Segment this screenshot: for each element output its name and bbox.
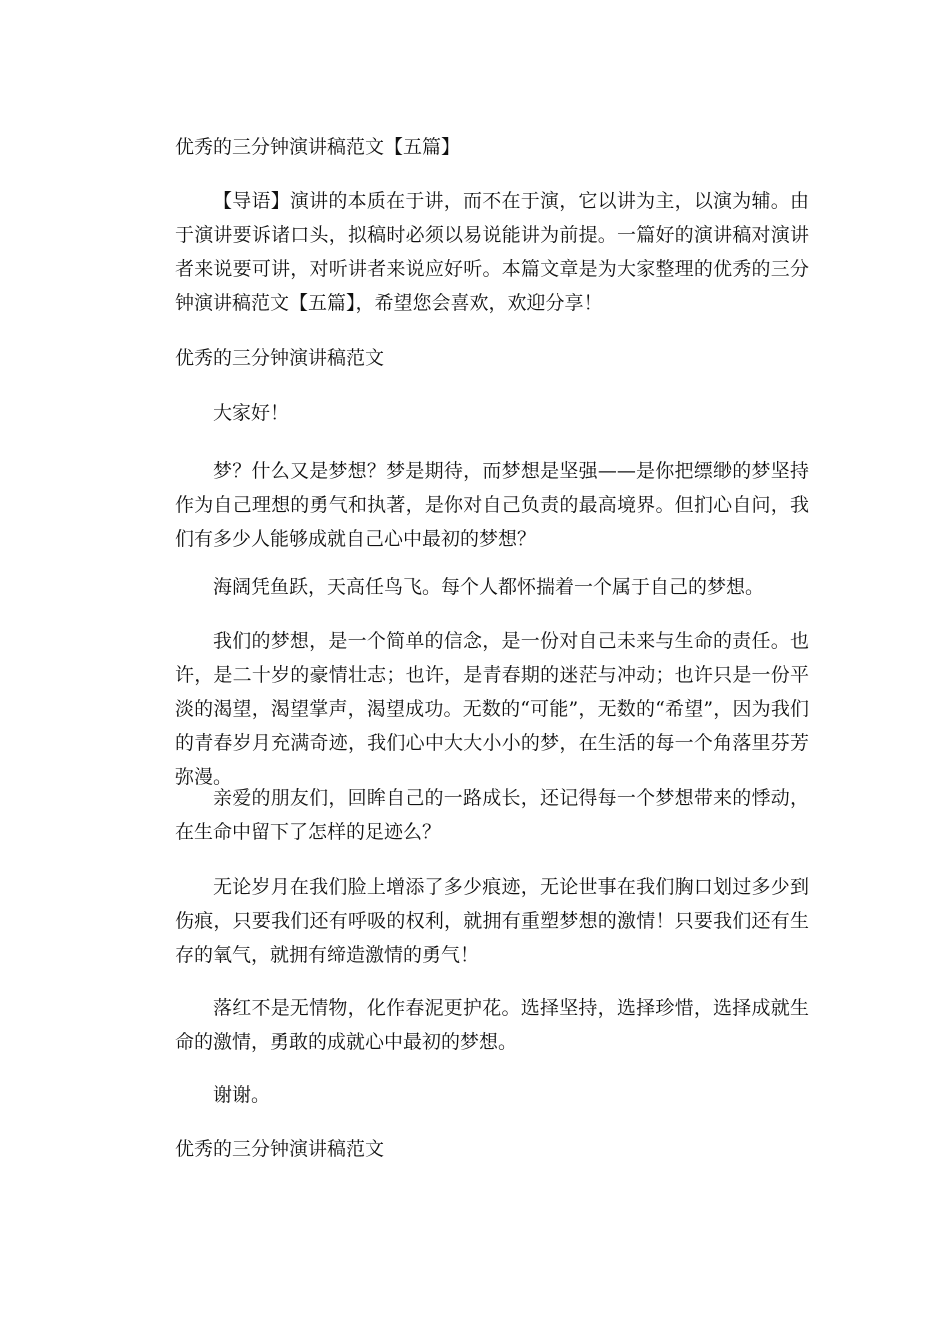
body-paragraph-3: 我们的梦想，是一个简单的信念，是一份对自己未来与生命的责任。也许，是二十岁的豪情壮志；也许，是青春期的迷茫与冲动；也许只是一份平淡的渴望，渴望掌声，渴望成功。无数的“可能”，无数的“希望”，因为我们的青春岁月充满奇迹，我们心中大大小小的梦，在生活的每一个角落里芬芳弥漫。 [175,630,809,788]
body-paragraph-6: 落红不是无情物，化作春泥更护花。选择坚持，选择珍惜，选择成就生命的激情，勇敢的成就心中最初的梦想。 [175,997,809,1053]
body-paragraph-5: 无论岁月在我们脸上增添了多少痕迹，无论世事在我们胸口划过多少到伤痕，只要我们还有呼吸的权利，就拥有重塑梦想的激情！只要我们还有生存的氧气，就拥有缔造激情的勇气！ [175,876,809,966]
body-paragraph-1: 梦？什么又是梦想？梦是期待，而梦想是坚强——是你把缥缈的梦坚持作为自己理想的勇气和执著，是你对自己负责的最高境界。但扪心自问，我们有多少人能够成就自己心中最初的梦想？ [175,460,809,550]
intro-paragraph: 【导语】演讲的本质在于讲，而不在于演，它以讲为主，以演为辅。由于演讲要诉诸口头，拟稿时必须以易说能讲为前提。一篇好的演讲稿对演讲者来说要可讲，对听讲者来说应好听。本篇文章是为大家整理的优秀的三分钟演讲稿范文【五篇】，希望您会喜欢，欢迎分享！ [175,190,809,314]
section-heading-2: 优秀的三分钟演讲稿范文 [175,1138,385,1160]
section-heading-1: 优秀的三分钟演讲稿范文 [175,347,385,369]
greeting-paragraph: 大家好！ [213,402,290,424]
body-paragraph-2: 海阔凭鱼跃，天高任鸟飞。每个人都怀揣着一个属于自己的梦想。 [213,576,765,598]
document-title: 优秀的三分钟演讲稿范文【五篇】 [175,136,461,158]
closing-paragraph: 谢谢。 [213,1084,271,1106]
body-paragraph-4: 亲爱的朋友们，回眸自己的一路成长，还记得每一个梦想带来的悸动，在生命中留下了怎样的足迹么？ [175,787,809,843]
